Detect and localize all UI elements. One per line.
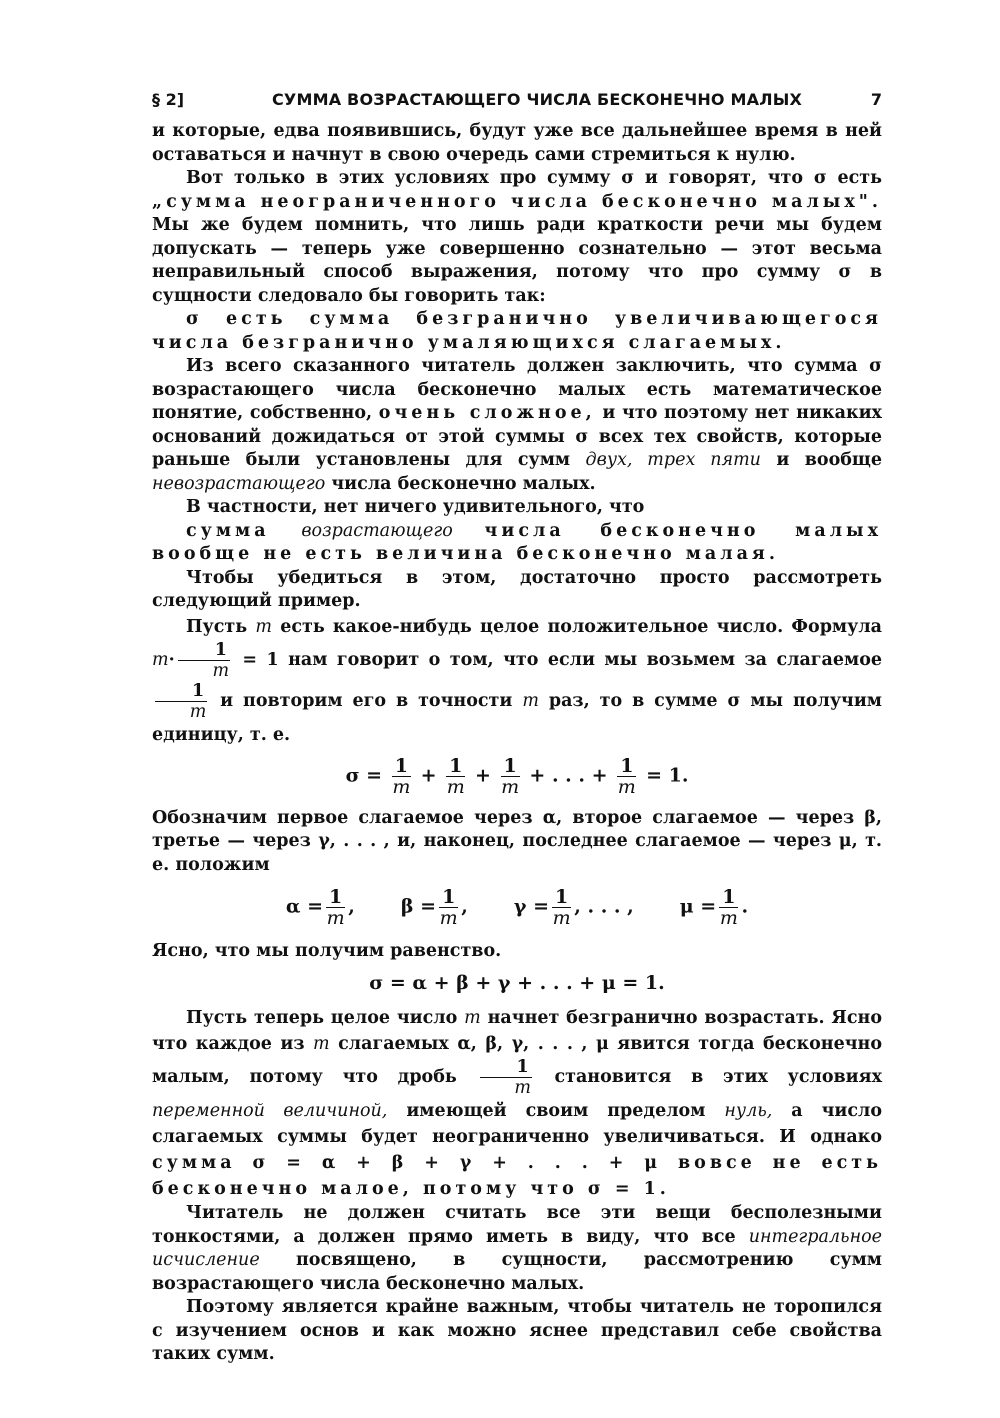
fraction — [178, 640, 230, 681]
denominator: m — [514, 1078, 531, 1098]
numerator: 1 — [552, 887, 571, 908]
numerator: 1 — [446, 756, 465, 777]
fraction — [326, 887, 345, 928]
denominator: m — [392, 775, 411, 798]
page — [152, 88, 882, 1367]
eq-beta — [401, 887, 468, 928]
numerator: 1 — [326, 887, 345, 908]
numerator: 1 — [501, 756, 520, 777]
eq-lhs: α = — [285, 895, 324, 918]
italic-text: возрастающего — [301, 520, 453, 541]
fraction — [552, 887, 571, 928]
fraction — [480, 1057, 532, 1098]
italic-text: интегральное исчисление — [152, 1226, 883, 1270]
page-number: 7 — [870, 90, 882, 109]
math-op: + — [420, 764, 437, 786]
paragraph-2 — [152, 167, 882, 308]
math-op: + — [529, 764, 546, 786]
equation-3: σ = α + β + γ + . . . + μ = 1. — [369, 971, 665, 994]
paragraph-5: В частности, нет ничего удивительного, что — [186, 497, 645, 517]
text: слагаемых α, β, γ, . . . , μ явится тогда бесконечно малым, потому что дробь — [152, 1034, 882, 1087]
eq-gamma — [514, 887, 634, 928]
numerator: 1 — [480, 1057, 532, 1078]
denominator: m — [617, 775, 636, 798]
eq-lhs: γ = — [513, 895, 549, 918]
italic-text: нуль, — [724, 1101, 773, 1121]
denominator: m — [446, 775, 465, 798]
text: а число слагаемых суммы будет неограниченно увеличиваться. И однако — [152, 1101, 883, 1147]
text: раз, то в сумме σ мы получим единицу, т. е. — [152, 690, 883, 745]
fraction — [719, 887, 738, 928]
punct: , . . . , — [574, 895, 634, 918]
text: = 1 нам говорит о том, что если мы возьмем за слагаемое — [242, 649, 882, 670]
paragraph-9: Обозначим первое слагаемое через α, второе слагаемое — через β, третье — через γ, . . . , и, наконец, последнее слагаемое — через μ, т. е. положим — [152, 807, 882, 875]
denominator: m — [501, 775, 520, 798]
paragraph-4 — [152, 355, 882, 496]
italic-text: переменной величиной, — [152, 1101, 388, 1121]
denominator: m — [326, 907, 345, 929]
text: начнет безгранично возрастать. Ясно что каждое из — [152, 1008, 883, 1054]
math-var: m — [152, 649, 169, 670]
math-op: + — [475, 764, 491, 786]
italic-text: двух, трех пяти — [585, 450, 761, 470]
numerator: 1 — [178, 640, 230, 661]
text: числа бесконечно малых. — [331, 473, 596, 494]
fraction — [392, 756, 411, 797]
italic-text: невозрастающего — [152, 473, 326, 494]
numerator: 1 — [392, 756, 411, 777]
denominator: m — [719, 907, 738, 929]
text: Пусть — [186, 616, 248, 637]
text: посвящено, в сущности, рассмотрению сумм возрастающего числа бесконечно малых. — [152, 1250, 882, 1294]
fraction — [439, 887, 458, 928]
math-op: + — [591, 764, 608, 786]
spaced-text: очень сложное, — [378, 403, 596, 423]
paragraph-11 — [152, 1005, 882, 1202]
numerator: 1 — [439, 887, 458, 908]
text: Читатель не должен считать все эти вещи бесполезными тонкостями, а должен прямо иметь в виду, что все — [152, 1203, 882, 1247]
punct: , — [348, 895, 355, 918]
paragraph-12 — [152, 1202, 882, 1296]
equation-2 — [152, 887, 882, 928]
text: имеющей своим пределом — [406, 1101, 706, 1121]
text: Вот только в этих условиях про сумму σ и говорят, что σ есть — [186, 168, 882, 188]
text: и вообще — [776, 450, 883, 470]
paragraph-6-emphasis — [152, 520, 882, 567]
equation-1 — [152, 756, 882, 797]
text: и что поэтому нет никаких оснований дожидаться от этой суммы σ всех тех свойств, которые раньше были установлены для сумм — [152, 403, 882, 470]
spaced-text: „сумма неограниченного числа бесконечно малых". — [152, 191, 882, 212]
math-var: m — [255, 616, 272, 637]
fraction — [501, 756, 520, 797]
paragraph-3-emphasis: σ есть сумма безгранично увеличивающегося числа безгранично умаляющихся слагаемых. — [152, 309, 882, 353]
fraction — [617, 756, 636, 797]
text: Из всего сказанного читатель должен заключить, что сумма σ возрастающего числа бесконечно малых есть математическое понятие, собственно, — [152, 356, 882, 423]
math-var: m — [464, 1008, 481, 1028]
eq-lhs: β = — [400, 895, 437, 918]
denominator: m — [212, 660, 230, 681]
punct: . — [741, 895, 749, 918]
text: и повторим его в точности — [220, 690, 513, 711]
eq-mu — [680, 887, 748, 928]
denominator: m — [189, 701, 207, 722]
text: становится в этих условиях — [554, 1067, 883, 1087]
eq-alpha — [286, 887, 355, 928]
math-op: · — [168, 649, 175, 670]
paragraph-1: и которые, едва появившись, будут уже все дальнейшее время в ней оставаться и начнут в свою очередь сами стремиться к нулю. — [152, 121, 882, 165]
numerator: 1 — [617, 756, 636, 777]
paragraph-10: Ясно, что мы получим равенство. — [152, 941, 502, 961]
denominator: m — [439, 907, 458, 929]
eq-lhs: σ = — [345, 764, 383, 786]
math-var: m — [522, 690, 539, 711]
section-number: § 2] — [152, 90, 185, 109]
paragraph-13: Поэтому является крайне важным, чтобы читатель не торопился с изучением основ и как можно яснее представил себе свойства таких сумм. — [152, 1297, 882, 1364]
eq-lhs: μ = — [679, 895, 717, 918]
numerator: 1 — [155, 681, 207, 702]
eq-rhs: = 1. — [646, 764, 689, 786]
spaced-text: сумма — [186, 520, 270, 541]
text: есть какое-нибудь целое положительное число. Формула — [280, 616, 883, 637]
denominator: m — [552, 907, 571, 929]
punct: , — [461, 895, 468, 918]
spaced-text: числа бесконечно малых вообще не есть величина бесконечно малая. — [152, 520, 883, 564]
spaced-text: сумма σ = α + β + γ + . . . + μ вовсе не есть бесконечно малое, потому что σ = 1. — [152, 1153, 882, 1199]
running-header — [152, 88, 882, 120]
numerator: 1 — [719, 887, 738, 908]
fraction — [155, 681, 207, 722]
math-var: m — [313, 1034, 330, 1054]
math-dots: . . . — [551, 764, 586, 786]
text: Мы же будем помнить, что лишь ради краткости речи мы будем допускать — теперь уже совершенно сознательно — этот весьма неправильный способ выражения, потому что про сумму σ в сущности следовало бы говорить так: — [152, 215, 882, 306]
text: Пусть теперь целое число — [186, 1008, 458, 1028]
running-title: СУММА ВОЗРАСТАЮЩЕГО ЧИСЛА БЕСКОНЕЧНО МАЛЫХ — [271, 90, 803, 109]
paragraph-7: Чтобы убедиться в этом, достаточно просто рассмотреть следующий пример. — [152, 567, 882, 611]
fraction — [446, 756, 465, 797]
paragraph-8 — [152, 614, 882, 748]
